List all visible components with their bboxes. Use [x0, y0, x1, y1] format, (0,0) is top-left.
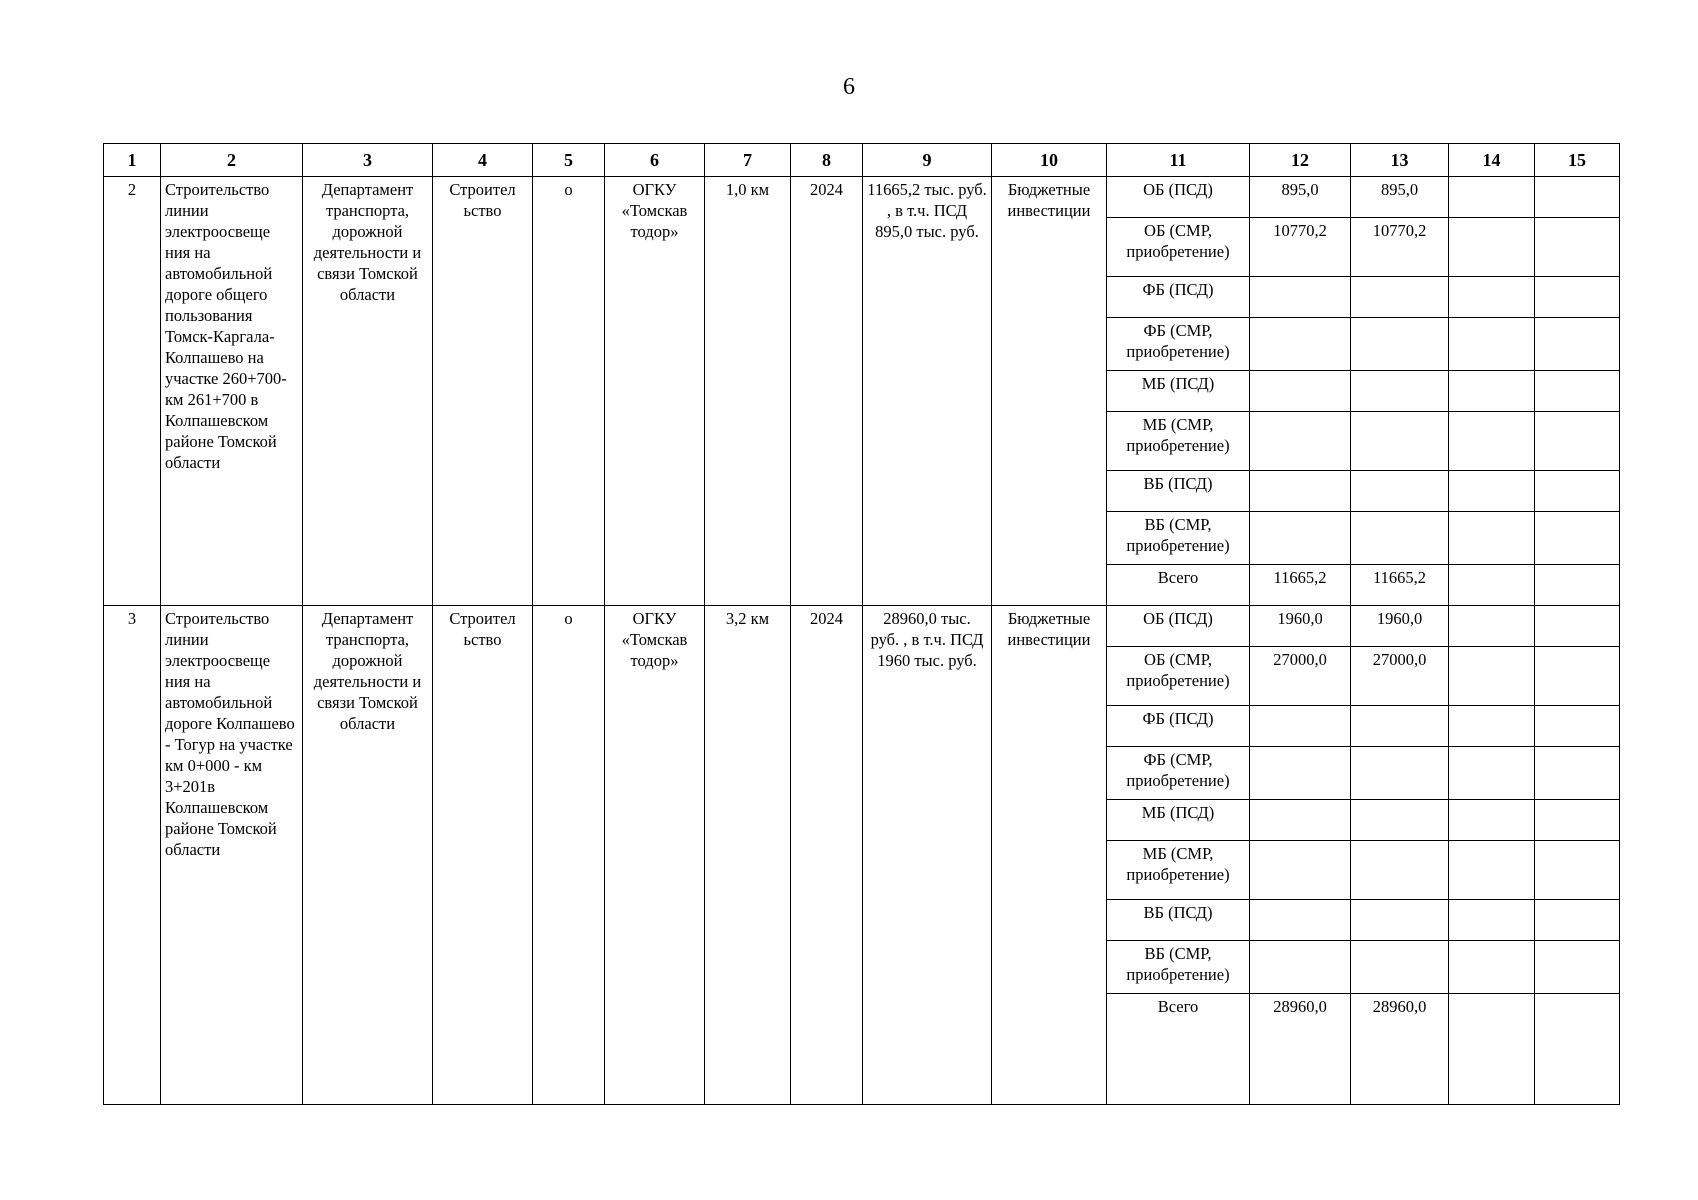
value-col15-cell: [1535, 218, 1620, 277]
value-col15-cell: [1535, 512, 1620, 565]
value-col14-cell: [1449, 941, 1535, 994]
work-type-cell: Строител ьство: [433, 177, 533, 606]
value-col12-cell: 10770,2: [1250, 218, 1351, 277]
value-col13-cell: [1351, 512, 1449, 565]
funding-source-cell: ФБ (СМР, приобретение): [1107, 318, 1250, 371]
col5-cell: о: [533, 606, 605, 1105]
value-col15-cell: [1535, 747, 1620, 800]
header-cell: 2: [161, 144, 303, 177]
value-col14-cell: [1449, 512, 1535, 565]
header-cell: 15: [1535, 144, 1620, 177]
value-col15-cell: [1535, 471, 1620, 512]
funding-source-cell: Всего: [1107, 565, 1250, 606]
table-row: [104, 177, 1620, 218]
objects-table: [103, 143, 1620, 1105]
header-cell: 13: [1351, 144, 1449, 177]
value-col13-cell: 895,0: [1351, 177, 1449, 218]
value-col14-cell: [1449, 800, 1535, 841]
value-col14-cell: [1449, 177, 1535, 218]
value-col15-cell: [1535, 318, 1620, 371]
value-col12-cell: 1960,0: [1250, 606, 1351, 647]
cost-cell: 28960,0 тыс. руб. , в т.ч. ПСД 1960 тыс. руб.: [863, 606, 992, 1105]
value-col14-cell: [1449, 218, 1535, 277]
value-col12-cell: [1250, 841, 1351, 900]
value-col13-cell: 27000,0: [1351, 647, 1449, 706]
value-col13-cell: [1351, 318, 1449, 371]
value-col12-cell: 28960,0: [1250, 994, 1351, 1105]
value-col13-cell: [1351, 471, 1449, 512]
header-cell: 4: [433, 144, 533, 177]
row-number-cell: 3: [104, 606, 161, 1105]
value-col14-cell: [1449, 900, 1535, 941]
value-col12-cell: [1250, 900, 1351, 941]
funding-source-cell: ВБ (СМР, приобретение): [1107, 941, 1250, 994]
header-cell: 3: [303, 144, 433, 177]
funding-source-cell: ОБ (СМР, приобретение): [1107, 647, 1250, 706]
value-col12-cell: 895,0: [1250, 177, 1351, 218]
header-cell: 8: [791, 144, 863, 177]
value-col13-cell: 28960,0: [1351, 994, 1449, 1105]
funding-source-cell: МБ (СМР, приобретение): [1107, 841, 1250, 900]
object-name-cell: Строительство линии электроосвеще ния на автомобильной дороге общего пользования Томск-Каргала-Колпашево на участке 260+700- км 261+700 в Колпашевском районе Томской области: [161, 177, 303, 606]
header-cell: 10: [992, 144, 1107, 177]
value-col12-cell: 27000,0: [1250, 647, 1351, 706]
row-number-cell: 2: [104, 177, 161, 606]
department-cell: Департамент транспорта, дорожной деятельности и связи Томской области: [303, 177, 433, 606]
funding-source-cell: ОБ (ПСД): [1107, 606, 1250, 647]
value-col14-cell: [1449, 706, 1535, 747]
value-col15-cell: [1535, 177, 1620, 218]
value-col14-cell: [1449, 565, 1535, 606]
value-col12-cell: [1250, 318, 1351, 371]
funding-source-cell: МБ (ПСД): [1107, 371, 1250, 412]
customer-cell: ОГКУ «Томскав тодор»: [605, 177, 705, 606]
investment-cell: Бюджетные инвестиции: [992, 606, 1107, 1105]
col5-cell: о: [533, 177, 605, 606]
value-col12-cell: [1250, 800, 1351, 841]
funding-source-cell: МБ (СМР, приобретение): [1107, 412, 1250, 471]
year-cell: 2024: [791, 177, 863, 606]
funding-source-cell: ВБ (ПСД): [1107, 471, 1250, 512]
value-col15-cell: [1535, 941, 1620, 994]
value-col14-cell: [1449, 841, 1535, 900]
value-col13-cell: [1351, 900, 1449, 941]
funding-source-cell: ВБ (ПСД): [1107, 900, 1250, 941]
value-col14-cell: [1449, 606, 1535, 647]
value-col14-cell: [1449, 647, 1535, 706]
value-col15-cell: [1535, 277, 1620, 318]
department-cell: Департамент транспорта, дорожной деятельности и связи Томской области: [303, 606, 433, 1105]
value-col13-cell: [1351, 371, 1449, 412]
header-cell: 11: [1107, 144, 1250, 177]
year-cell: 2024: [791, 606, 863, 1105]
funding-source-cell: Всего: [1107, 994, 1250, 1105]
investment-cell: Бюджетные инвестиции: [992, 177, 1107, 606]
funding-source-cell: ФБ (СМР, приобретение): [1107, 747, 1250, 800]
funding-source-cell: ФБ (ПСД): [1107, 277, 1250, 318]
header-cell: 12: [1250, 144, 1351, 177]
value-col13-cell: [1351, 941, 1449, 994]
header-row: [104, 144, 1620, 177]
header-cell: 7: [705, 144, 791, 177]
header-cell: 14: [1449, 144, 1535, 177]
customer-cell: ОГКУ «Томскав тодор»: [605, 606, 705, 1105]
value-col14-cell: [1449, 471, 1535, 512]
page-number: 6: [843, 74, 855, 100]
value-col14-cell: [1449, 747, 1535, 800]
value-col14-cell: [1449, 412, 1535, 471]
value-col14-cell: [1449, 277, 1535, 318]
capacity-cell: 3,2 км: [705, 606, 791, 1105]
value-col13-cell: 1960,0: [1351, 606, 1449, 647]
value-col13-cell: 10770,2: [1351, 218, 1449, 277]
header-cell: 5: [533, 144, 605, 177]
value-col15-cell: [1535, 994, 1620, 1105]
value-col14-cell: [1449, 994, 1535, 1105]
value-col12-cell: [1250, 471, 1351, 512]
value-col15-cell: [1535, 900, 1620, 941]
funding-source-cell: ФБ (ПСД): [1107, 706, 1250, 747]
value-col13-cell: [1351, 706, 1449, 747]
value-col14-cell: [1449, 371, 1535, 412]
value-col14-cell: [1449, 318, 1535, 371]
funding-source-cell: МБ (ПСД): [1107, 800, 1250, 841]
value-col13-cell: [1351, 277, 1449, 318]
header-cell: 9: [863, 144, 992, 177]
object-name-cell: Строительство линии электроосвеще ния на автомобильной дороге Колпашево - Тогур на участке км 0+000 - км 3+201в Колпашевском районе Томской области: [161, 606, 303, 1105]
funding-source-cell: ОБ (СМР, приобретение): [1107, 218, 1250, 277]
work-type-cell: Строител ьство: [433, 606, 533, 1105]
value-col15-cell: [1535, 371, 1620, 412]
funding-source-cell: ВБ (СМР, приобретение): [1107, 512, 1250, 565]
value-col12-cell: [1250, 941, 1351, 994]
value-col13-cell: [1351, 747, 1449, 800]
value-col13-cell: [1351, 841, 1449, 900]
header-cell: 1: [104, 144, 161, 177]
value-col15-cell: [1535, 606, 1620, 647]
capacity-cell: 1,0 км: [705, 177, 791, 606]
value-col12-cell: [1250, 371, 1351, 412]
value-col12-cell: [1250, 412, 1351, 471]
cost-cell: 11665,2 тыс. руб. , в т.ч. ПСД 895,0 тыс. руб.: [863, 177, 992, 606]
table-row: [104, 606, 1620, 647]
value-col15-cell: [1535, 647, 1620, 706]
value-col13-cell: [1351, 412, 1449, 471]
value-col15-cell: [1535, 412, 1620, 471]
funding-source-cell: ОБ (ПСД): [1107, 177, 1250, 218]
value-col15-cell: [1535, 565, 1620, 606]
value-col12-cell: 11665,2: [1250, 565, 1351, 606]
value-col15-cell: [1535, 800, 1620, 841]
value-col13-cell: [1351, 800, 1449, 841]
value-col12-cell: [1250, 512, 1351, 565]
value-col12-cell: [1250, 706, 1351, 747]
value-col12-cell: [1250, 277, 1351, 318]
value-col15-cell: [1535, 841, 1620, 900]
value-col13-cell: 11665,2: [1351, 565, 1449, 606]
value-col15-cell: [1535, 706, 1620, 747]
header-cell: 6: [605, 144, 705, 177]
value-col12-cell: [1250, 747, 1351, 800]
